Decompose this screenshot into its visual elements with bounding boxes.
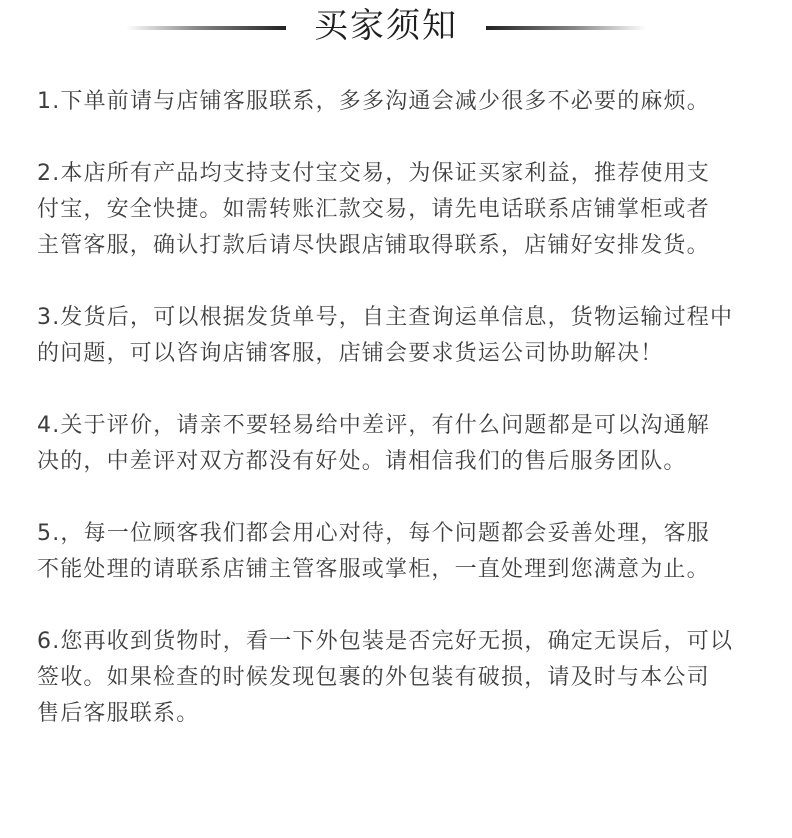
notice-2-line-3: 主管客服，确认打款后请尽快跟店铺取得联系，店铺好安排发货。: [37, 233, 710, 258]
notice-3-line-2: 的问题，可以咨询店铺客服，店铺会要求货运公司协助解决！: [37, 341, 664, 366]
page-title: 买家须知: [314, 6, 458, 46]
notice-item-4: [37, 408, 782, 480]
notice-item-1: [37, 84, 782, 120]
notice-item-2: [37, 156, 782, 264]
notice-4-line-1: 4.关于评价，请亲不要轻易给中差评，有什么问题都是可以沟通解: [37, 413, 710, 438]
notice-1-line-1: 1.下单前请与店铺客服联系，多多沟通会减少很多不必要的麻烦。: [37, 89, 710, 114]
notice-item-6: [37, 624, 782, 732]
title-right-rule: [486, 26, 646, 30]
notice-3-line-1: 3.发货后，可以根据发货单号，自主查询运单信息，货物运输过程中: [37, 305, 734, 330]
notice-6-line-1: 6.您再收到货物时，看一下外包装是否完好无损，确定无误后，可以: [37, 629, 734, 654]
title-left-rule: [126, 26, 286, 30]
notice-item-3: [37, 300, 782, 372]
notice-5-line-1: 5.，每一位顾客我们都会用心对待，每个问题都会妥善处理，客服: [37, 521, 710, 546]
buyer-notice-list: [37, 84, 782, 768]
notice-6-line-2: 签收。如果检查的时候发现包裹的外包装有破损，请及时与本公司: [37, 665, 710, 690]
notice-header: [0, 0, 792, 56]
notice-item-5: [37, 516, 782, 588]
notice-4-line-2: 决的，中差评对双方都没有好处。请相信我们的售后服务团队。: [37, 449, 687, 474]
notice-2-line-1: 2.本店所有产品均支持支付宝交易，为保证买家利益，推荐使用支: [37, 161, 710, 186]
notice-2-line-2: 付宝，安全快捷。如需转账汇款交易，请先电话联系店铺掌柜或者: [37, 197, 710, 222]
notice-5-line-2: 不能处理的请联系店铺主管客服或掌柜，一直处理到您满意为止。: [37, 557, 710, 582]
notice-6-line-3: 售后客服联系。: [37, 701, 200, 726]
